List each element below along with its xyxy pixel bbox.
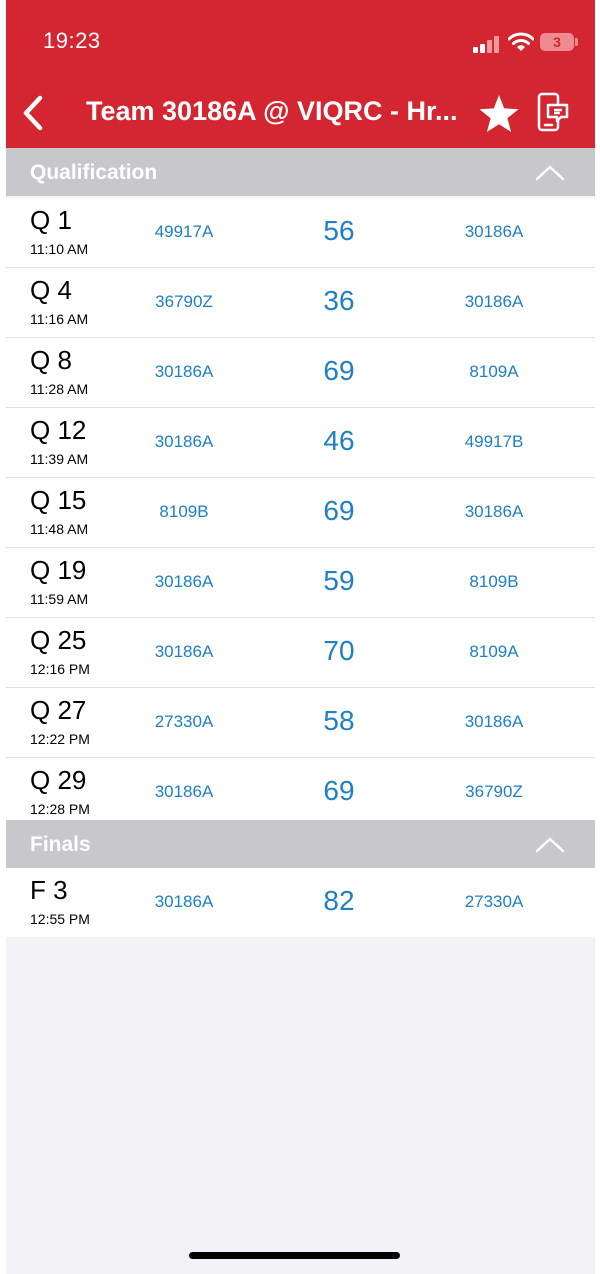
match-number: Q 27: [30, 695, 87, 725]
match-score: 36: [323, 285, 355, 316]
chevron-up-icon[interactable]: [535, 162, 565, 182]
match-time: 11:39 AM: [30, 451, 89, 467]
home-indicator[interactable]: [189, 1252, 400, 1259]
match-row[interactable]: [6, 758, 595, 827]
team-link[interactable]: 30186A: [154, 572, 214, 591]
team-link[interactable]: 30186A: [154, 432, 214, 451]
match-row[interactable]: [6, 868, 595, 937]
match-number: Q 15: [30, 485, 87, 515]
match-row[interactable]: [6, 268, 595, 338]
team-link[interactable]: 36790Z: [465, 782, 523, 801]
match-time: 11:59 AM: [30, 591, 89, 607]
match-score: 58: [323, 705, 355, 736]
chevron-left-icon: [26, 98, 40, 128]
team-link[interactable]: 8109A: [469, 642, 519, 661]
match-time: 12:28 PM: [30, 801, 90, 817]
team-link[interactable]: 30186A: [464, 222, 524, 241]
match-row[interactable]: [6, 338, 595, 408]
match-number: Q 4: [30, 275, 72, 305]
match-score: 56: [323, 215, 355, 246]
match-number: F 3: [30, 875, 68, 905]
match-time: 12:22 PM: [30, 731, 90, 747]
status-time: 19:23: [43, 28, 101, 53]
team-link[interactable]: 27330A: [464, 892, 524, 911]
page-title: Team 30186A @ VIQRC - Hr...: [86, 96, 458, 126]
match-score: 69: [323, 775, 355, 806]
match-time: 12:55 PM: [30, 911, 90, 927]
battery-tip: [575, 38, 578, 46]
section-title: Qualification: [30, 161, 158, 184]
team-link[interactable]: 49917B: [464, 432, 524, 451]
match-time: 11:10 AM: [30, 241, 89, 257]
app-screen: [6, 0, 595, 1274]
wifi-icon: [508, 32, 534, 52]
team-link[interactable]: 36790Z: [155, 292, 213, 311]
qualification-match-list: [6, 198, 595, 827]
match-score: 59: [323, 565, 355, 596]
cellular-signal-icon: [473, 35, 503, 53]
team-link[interactable]: 30186A: [154, 892, 214, 911]
device-button[interactable]: [534, 92, 570, 134]
star-icon: [480, 95, 519, 132]
match-number: Q 1: [30, 205, 72, 235]
team-link[interactable]: 30186A: [154, 782, 214, 801]
team-link[interactable]: 30186A: [154, 362, 214, 381]
match-row[interactable]: [6, 198, 595, 268]
match-score: 69: [323, 495, 355, 526]
match-score: 69: [323, 355, 355, 386]
section-header-finals[interactable]: [6, 820, 595, 868]
team-link[interactable]: 8109B: [159, 502, 209, 521]
match-row[interactable]: [6, 478, 595, 548]
match-time: 11:28 AM: [30, 381, 89, 397]
match-row[interactable]: [6, 688, 595, 758]
finals-match-list: [6, 868, 595, 937]
match-number: Q 12: [30, 415, 87, 445]
section-header-qualification[interactable]: [6, 148, 595, 196]
battery-indicator: 3: [540, 33, 574, 51]
team-link[interactable]: 30186A: [464, 712, 524, 731]
match-row[interactable]: [6, 618, 595, 688]
section-title: Finals: [30, 833, 91, 856]
match-score: 70: [323, 635, 355, 666]
match-score: 46: [323, 425, 355, 456]
team-link[interactable]: 8109B: [469, 572, 519, 591]
chevron-up-icon[interactable]: [535, 834, 565, 854]
match-time: 12:16 PM: [30, 661, 90, 677]
match-number: Q 8: [30, 345, 72, 375]
team-link[interactable]: 27330A: [154, 712, 214, 731]
match-time: 11:48 AM: [30, 521, 89, 537]
mobile-device-icon: [539, 94, 567, 130]
back-button[interactable]: [18, 94, 48, 132]
match-score: 82: [323, 885, 355, 916]
team-link[interactable]: 30186A: [464, 502, 524, 521]
match-time: 11:16 AM: [30, 311, 89, 327]
team-link[interactable]: 30186A: [154, 642, 214, 661]
match-row[interactable]: [6, 408, 595, 478]
favorite-button[interactable]: [478, 93, 520, 135]
nav-header: [6, 0, 595, 148]
match-number: Q 19: [30, 555, 87, 585]
match-number: Q 29: [30, 765, 87, 795]
team-link[interactable]: 30186A: [464, 292, 524, 311]
team-link[interactable]: 8109A: [469, 362, 519, 381]
match-number: Q 25: [30, 625, 87, 655]
match-row[interactable]: [6, 548, 595, 618]
team-link[interactable]: 49917A: [154, 222, 214, 241]
